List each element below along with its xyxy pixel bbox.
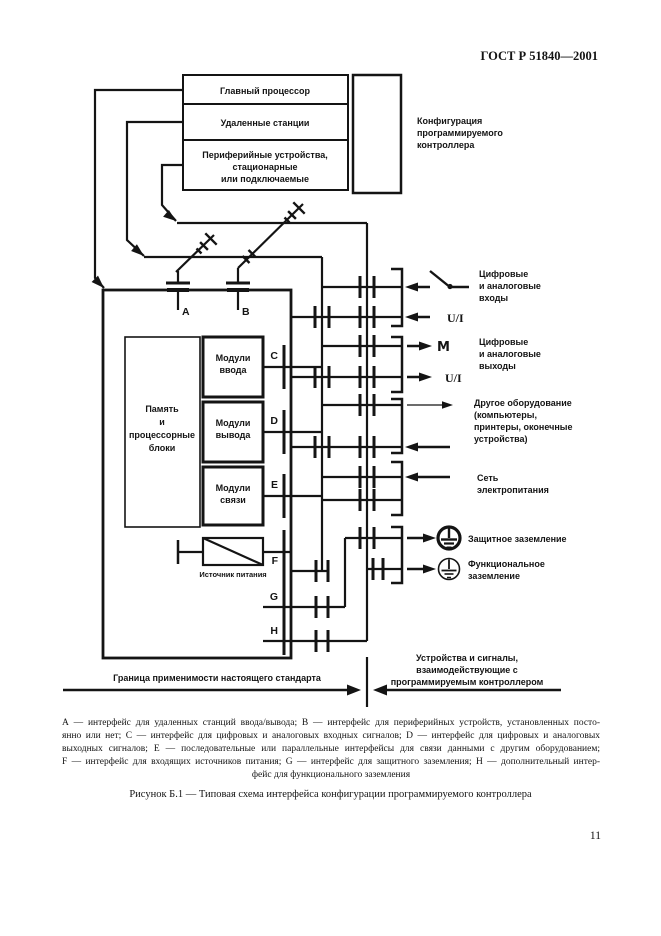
output-modules-label: Модули — [215, 418, 251, 428]
comm-modules-label: Модули — [215, 483, 251, 493]
ui-in-label: U/I — [447, 311, 464, 325]
other-equipment-label: Другое оборудование — [474, 398, 572, 408]
page-number: 11 — [589, 830, 601, 842]
config-label: Конфигурация — [417, 116, 483, 126]
power-supply-label: Источник питания — [199, 570, 267, 579]
other-equipment-label: (компьютеры, — [474, 410, 537, 420]
wire-peripherals — [162, 165, 183, 221]
outputs-label: выходы — [479, 361, 516, 371]
config-label: программируемого — [417, 128, 503, 138]
bracket-earth — [391, 527, 402, 583]
boundary-arrow-right — [347, 685, 361, 696]
remote-stations-label: Удаленные станции — [220, 118, 310, 128]
functional-earth-label: заземление — [468, 571, 520, 581]
motor-symbol: М — [437, 340, 450, 355]
footnote-line: А — интерфейс для удаленных станций ввода/вывода; В — интерфейс для периферийных устройств, установленных посто- — [62, 718, 600, 728]
inputs-label: входы — [479, 293, 509, 303]
letter-h: H — [270, 625, 278, 637]
figure-caption: Рисунок Б.1 — Типовая схема интерфейса конфигурации программируемого контроллера — [129, 789, 532, 800]
boundary-right-label: взаимодействующие с — [416, 665, 518, 675]
power-supply-diagonal — [203, 538, 263, 565]
arrow-pe — [423, 534, 436, 543]
arrowhead — [92, 276, 104, 288]
outputs-label: и аналоговые — [479, 349, 541, 359]
main-processor-label: Главный процессор — [220, 86, 310, 96]
peripherals-label: стационарные — [232, 162, 298, 172]
memory-label: процессорные — [129, 430, 195, 440]
memory-label: блоки — [148, 443, 176, 453]
ui-out-label: U/I — [445, 371, 462, 385]
letter-a: A — [182, 306, 190, 318]
inputs-label: и аналоговые — [479, 281, 541, 291]
letter-g: G — [269, 591, 278, 603]
footnote-line: фейс для функционального заземления — [251, 770, 411, 780]
letter-e: E — [270, 479, 278, 491]
outputs-label: Цифровые — [479, 337, 529, 347]
boundary-right-label: Устройства и сигналы, — [416, 653, 518, 663]
plc — [103, 290, 291, 658]
bracket-mains — [391, 462, 402, 515]
output-modules-label: вывода — [215, 430, 251, 440]
footnote — [62, 717, 600, 782]
boundary-left-label: Граница применимости настоящего стандарта — [113, 673, 321, 683]
input-modules-label: Модули — [215, 353, 251, 363]
protective-earth-label: Защитное заземление — [468, 534, 567, 544]
other-equipment-label: принтеры, оконечные — [474, 422, 573, 432]
letter-f: F — [271, 555, 278, 567]
wire-remote-stations — [127, 122, 183, 256]
arrow-inputs-2 — [405, 313, 418, 322]
boundary-arrow-left — [373, 685, 387, 696]
config-bracket-box — [353, 75, 401, 193]
arrow-inputs-1 — [405, 283, 418, 292]
bracket-other — [391, 399, 402, 453]
letter-b: B — [242, 306, 250, 318]
protective-earth-icon — [438, 527, 460, 549]
input-modules-label: ввода — [219, 365, 247, 375]
arrow-mains — [405, 473, 418, 482]
mains-label: электропитания — [477, 485, 549, 495]
arrow-fe — [423, 565, 436, 574]
peripherals-label: или подключаемые — [221, 174, 309, 184]
letter-d: D — [270, 415, 278, 427]
other-equipment-label: устройства) — [474, 434, 528, 444]
footnote-line: выходных сигналов; Е — последовательные или параллельные интерфейсы для связи данными с другим оборудованием; — [62, 744, 600, 754]
mains-label: Сеть — [477, 473, 499, 483]
config-label: контроллера — [417, 140, 475, 150]
footnote-line: F — интерфейс для входящих источников питания; G — интерфейс для защитного заземления; Н — дополнительный интер- — [62, 757, 600, 767]
letter-c: C — [270, 350, 278, 362]
inputs-label: Цифровые — [479, 269, 529, 279]
functional-earth-icon — [439, 559, 460, 580]
doc-number: ГОСТ Р 51840—2001 — [480, 49, 598, 63]
functional-earth-label: Функциональное — [468, 559, 545, 569]
arrow-other-1 — [442, 401, 453, 409]
memory-label: и — [159, 417, 165, 427]
footnote-line: янно или нет; С — интерфейс для цифровых и аналоговых входных сигналов; D — интерфейс для цифровых и аналоговых — [62, 731, 600, 741]
arrowhead — [163, 210, 176, 221]
diag-connector-b — [238, 204, 303, 268]
diag-connector-a — [176, 235, 214, 272]
peripherals-label: Периферийные устройства, — [202, 150, 328, 160]
arrow-outputs-2 — [419, 373, 432, 382]
arrow-other-2 — [405, 443, 418, 452]
switch-symbol — [430, 271, 469, 289]
wire-main-processor — [95, 90, 183, 288]
comm-modules-label: связи — [220, 495, 246, 505]
boundary-right-label: программируемым контроллером — [390, 677, 544, 687]
memory-label: Память — [145, 404, 179, 414]
connector-symbols — [197, 202, 305, 263]
arrow-outputs-1 — [419, 342, 432, 351]
